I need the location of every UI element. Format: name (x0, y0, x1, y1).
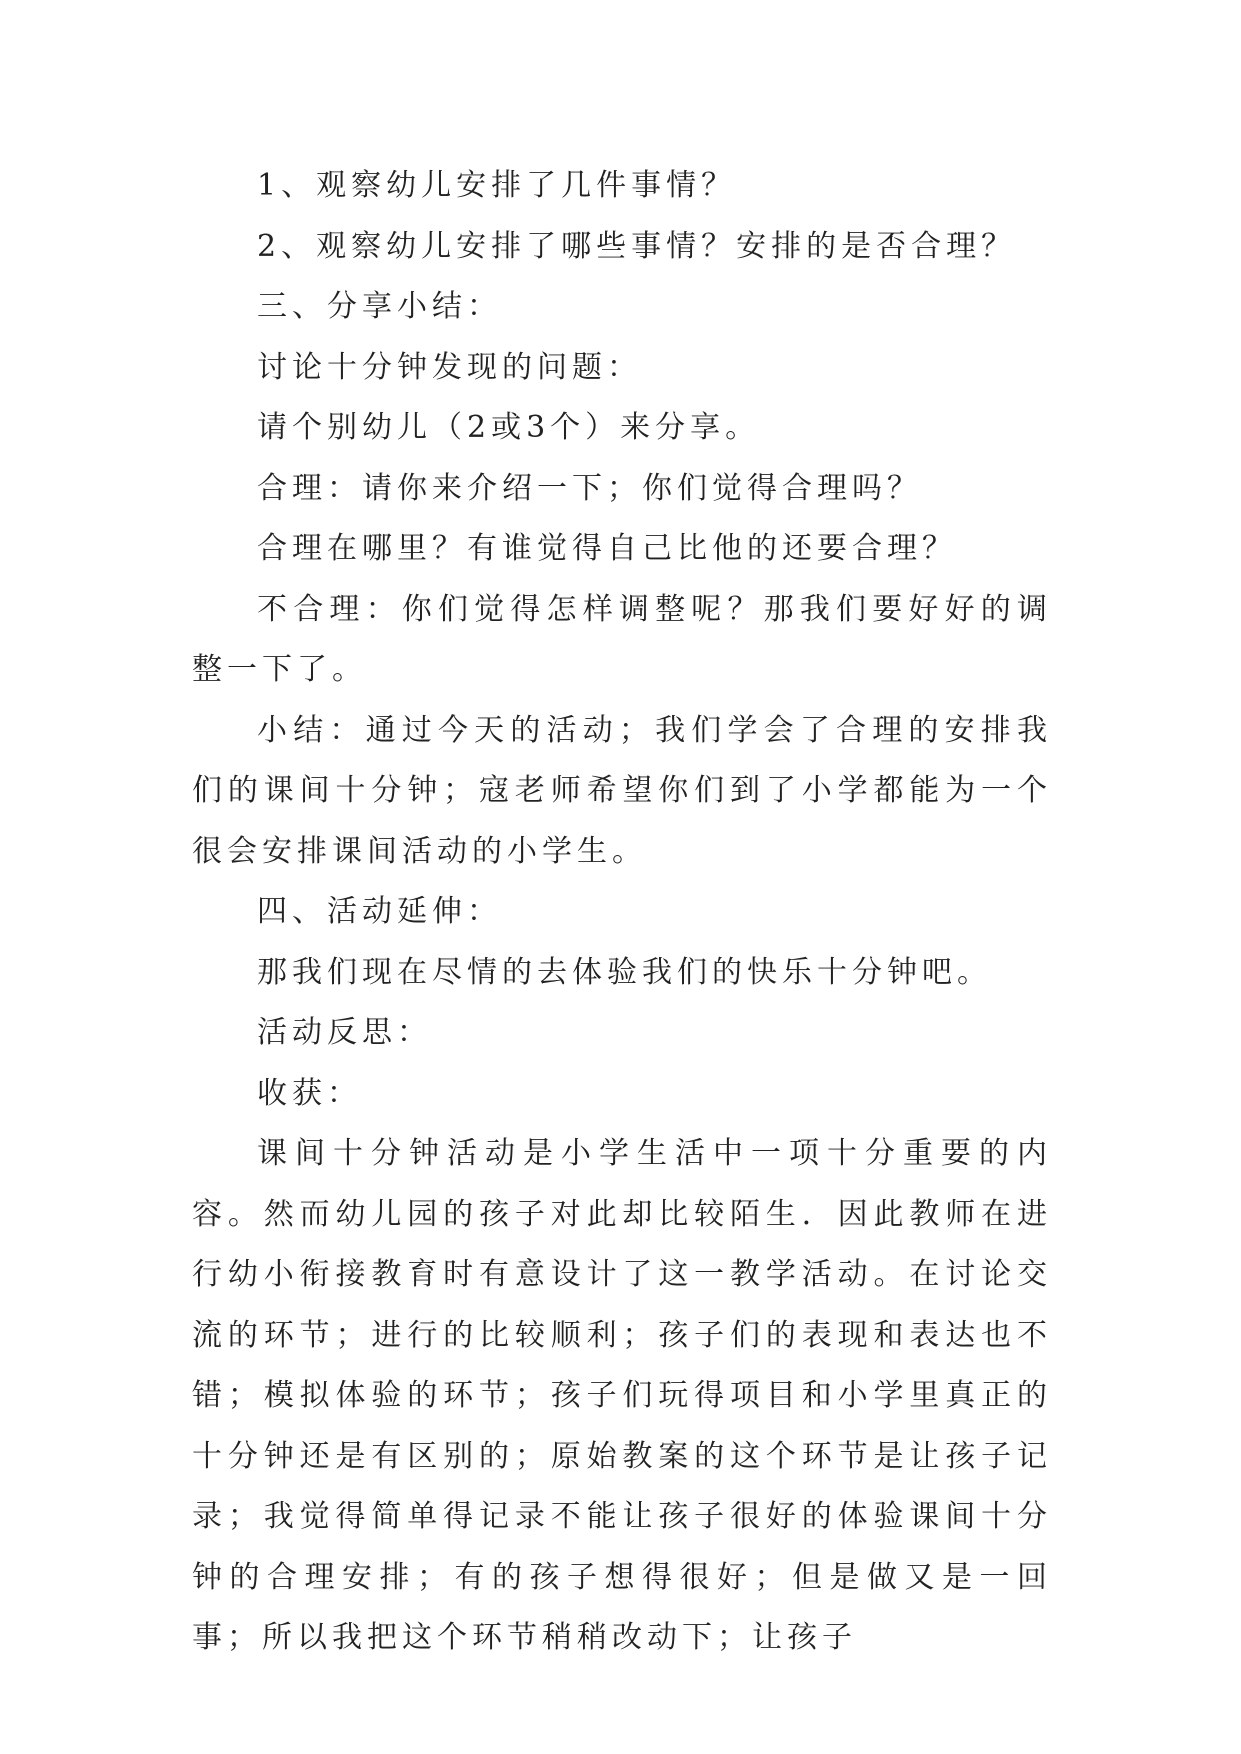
section-heading-extension: 四、活动延伸： (257, 894, 502, 929)
section-heading-gains: 收获： (257, 1075, 362, 1111)
paragraph-11: 那我们现在尽情的去体验我们的快乐十分钟吧。 (257, 954, 992, 990)
paragraph-gains-body: 课间十分钟活动是小学生活中一项十分重要的内容。然而幼儿园的孩子对此却比较陌生．因此教师在进行幼小衔接教育时有意设计了这一教学活动。在讨论交流的环节；进行的比较顺利；孩子们的表现和表达也不错；模拟体验的环节；孩子们玩得项目和小学里真正的十分钟还是有区别的；原始教案的这个环节是让孩子记录；我觉得简单得记录不能让孩子很好的体验课间十分钟的合理安排；有的孩子想得很好；但是做又是一回事；所以我把这个环节稍稍改动下；让孩子 (192, 1136, 1052, 1655)
section-heading-share-summary: 三、分享小结： (257, 289, 502, 324)
paragraph-1: 1、观察幼儿安排了几件事情？ (257, 168, 737, 203)
paragraph-8: 不合理：你们觉得怎样调整呢？那我们要好好的调整一下了。 (192, 591, 1052, 687)
section-heading-reflection: 活动反思： (257, 1015, 432, 1050)
paragraph-7: 合理在哪里？有谁觉得自己比他的还要合理？ (257, 531, 957, 566)
document-body (192, 156, 1052, 1669)
paragraph-4: 讨论十分钟发现的问题： (257, 349, 642, 385)
paragraph-6: 合理：请你来介绍一下；你们觉得合理吗？ (257, 470, 922, 506)
paragraph-summary: 小结：通过今天的活动；我们学会了合理的安排我们的课间十分钟；寇老师希望你们到了小学都能为一个很会安排课间活动的小学生。 (192, 712, 1052, 869)
paragraph-5: 请个别幼儿（2或3个）来分享。 (257, 410, 761, 445)
paragraph-2: 2、观察幼儿安排了哪些事情？安排的是否合理？ (257, 228, 1017, 264)
